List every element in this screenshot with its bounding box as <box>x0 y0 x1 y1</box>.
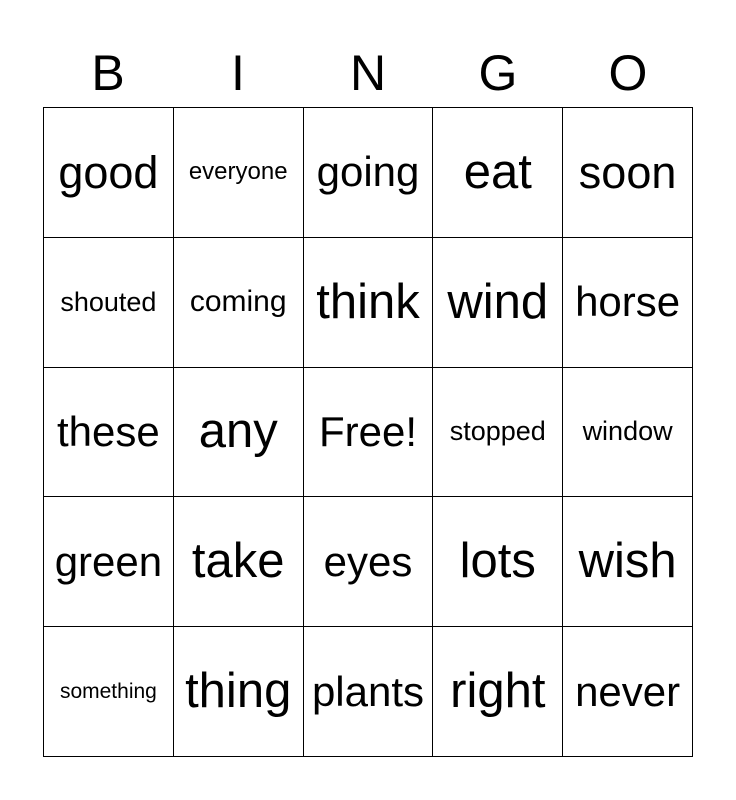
bingo-cell[interactable]: eat <box>433 108 563 238</box>
free-space-cell[interactable]: Free! <box>304 368 434 498</box>
bingo-grid <box>43 107 693 757</box>
bingo-cell[interactable]: horse <box>563 238 693 368</box>
bingo-cell[interactable]: these <box>44 368 174 498</box>
bingo-cell[interactable]: green <box>44 497 174 627</box>
bingo-cell[interactable]: stopped <box>433 368 563 498</box>
bingo-cell[interactable]: eyes <box>304 497 434 627</box>
bingo-cell[interactable]: lots <box>433 497 563 627</box>
header-letter-g: G <box>478 45 518 101</box>
header-letter-o: O <box>608 45 648 101</box>
bingo-cell[interactable]: take <box>174 497 304 627</box>
bingo-cell[interactable]: coming <box>174 238 304 368</box>
bingo-header <box>43 40 693 106</box>
header-letter-i: I <box>231 45 245 101</box>
bingo-cell[interactable]: something <box>44 627 174 757</box>
bingo-cell[interactable]: window <box>563 368 693 498</box>
bingo-cell[interactable]: going <box>304 108 434 238</box>
bingo-cell[interactable]: wind <box>433 238 563 368</box>
bingo-cell[interactable]: plants <box>304 627 434 757</box>
bingo-cell[interactable]: thing <box>174 627 304 757</box>
bingo-cell[interactable]: everyone <box>174 108 304 238</box>
bingo-cell[interactable]: soon <box>563 108 693 238</box>
header-letter-n: N <box>349 45 387 101</box>
bingo-cell[interactable]: never <box>563 627 693 757</box>
header-letter-b: B <box>91 45 125 101</box>
bingo-cell[interactable]: any <box>174 368 304 498</box>
bingo-cell[interactable]: right <box>433 627 563 757</box>
bingo-cell[interactable]: shouted <box>44 238 174 368</box>
bingo-cell[interactable]: wish <box>563 497 693 627</box>
bingo-cell[interactable]: good <box>44 108 174 238</box>
bingo-cell[interactable]: think <box>304 238 434 368</box>
